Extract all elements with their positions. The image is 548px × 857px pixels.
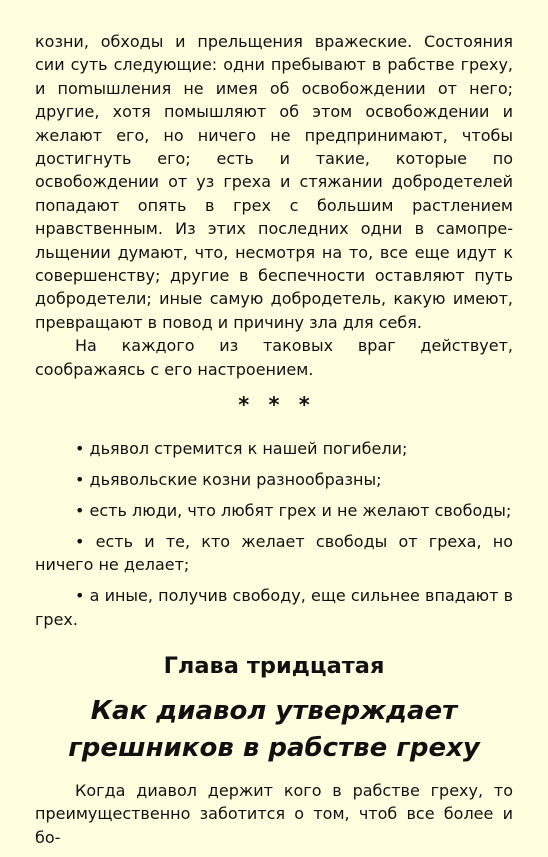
body-paragraph-3: Когда диавол держит кого в рабстве греху, то преимущественно заботится о том, чтоб все более и бо- [35, 780, 513, 847]
body-paragraph-2: На каждого из таковых враг действует, соображаясь с его настроением. [35, 336, 513, 379]
section-separator: * * * [238, 393, 316, 418]
list-item: • а иные, получив свободу, еще сильнее впадают в грех. [35, 586, 513, 629]
chapter-number: Глава тридцатая [163, 652, 385, 679]
list-item: • есть люди, что любят грех и не желают свободы; [75, 500, 512, 520]
chapter-title: Как диавол утверждает грешников в рабстве греху [68, 695, 480, 763]
summary-list [35, 437, 513, 631]
book-page [35, 30, 513, 849]
list-item: • дьявольские козни разнообразны; [75, 470, 382, 489]
list-item: • есть и те, кто желает свободы от греха, но ничего не делает; [35, 531, 513, 575]
body-paragraph-1: козни, обходы и прельщения вражеские. Состояния сии суть следующие: одни пребывают в рабстве греху, и поmышления не имея об освобождении от него; другие, хотя помышляют об этом освобождении и желают его, но ничего не предпринимают, чтобы достигнуть его; есть и такие, которые по освобождении от уз греха и стяжании добродетелей попадают опять в грех с большим растлением нравственным. Из этих последних одни в самопрельщении думают, что, несмотря на то, все еще идут к совершенству; другие в беспечности оставляют путь добродетели; иные самую добродетель, какую имеют, превращают в повод и причину зла для себя. [35, 32, 513, 332]
list-item: • дьявол стремится к нашей погибели; [75, 439, 408, 459]
